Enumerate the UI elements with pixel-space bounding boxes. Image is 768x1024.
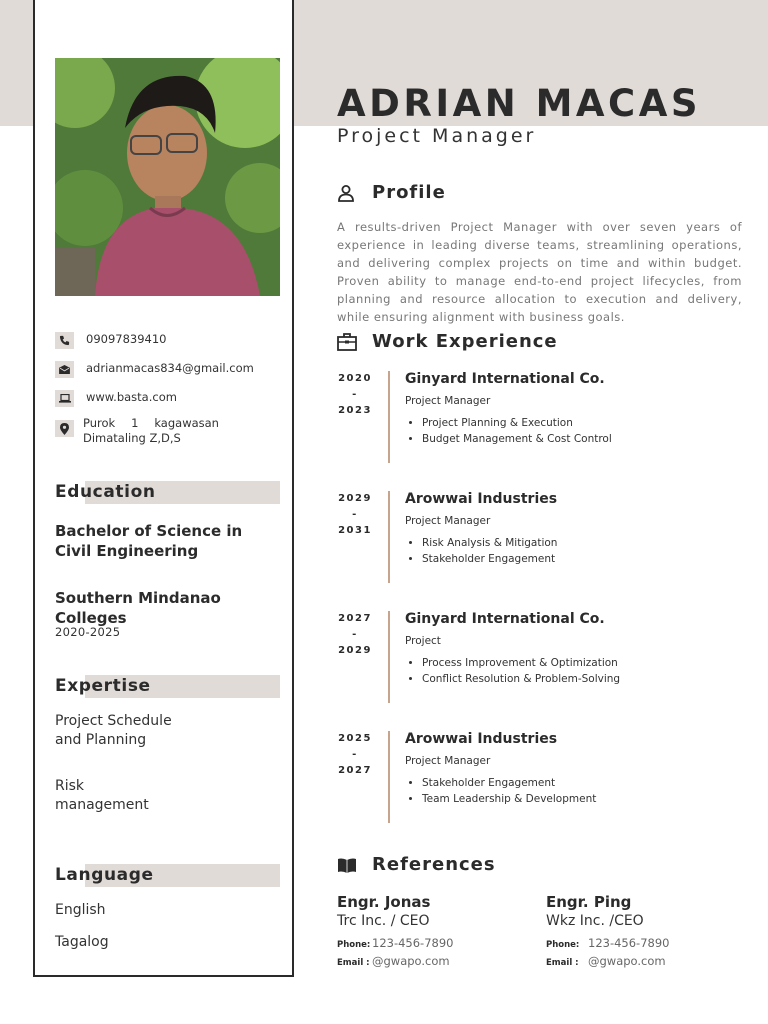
job-bullet: • Stakeholder Engagement (422, 775, 596, 791)
address-word: kagawasan (154, 416, 219, 430)
timeline-line (388, 731, 390, 823)
language-item: English (55, 902, 106, 918)
address-line-2: Dimataling Z,D,S (83, 431, 181, 445)
reference-phone (337, 935, 537, 953)
education-school: Southern Mindanao Colleges (55, 589, 221, 627)
education-degree: Bachelor of Science in Civil Engineering (55, 522, 243, 560)
location-pin-icon (55, 420, 74, 437)
email-label: Email : (337, 958, 370, 968)
phone-icon (55, 332, 74, 349)
job-company: Ginyard International Co. (405, 371, 605, 387)
job-end-year: 2031 (338, 525, 372, 536)
address-word: Purok (83, 416, 116, 430)
job-bullets (422, 775, 596, 807)
experience-heading: Work Experience (372, 331, 558, 352)
job-company: Arowwai Industries (405, 731, 558, 747)
website-url: www.basta.com (86, 390, 177, 404)
job-years (337, 611, 373, 659)
language-heading-label: Language (55, 865, 154, 885)
job-company: Arowwai Industries (405, 491, 558, 507)
job-start-year: 2029 (338, 493, 372, 504)
timeline-line (388, 371, 390, 463)
education-years: 2020-2025 (55, 625, 121, 639)
reference-phone (546, 935, 746, 953)
references-heading: References (372, 854, 496, 875)
job-years (337, 491, 373, 539)
person-icon (337, 184, 357, 204)
job-year-separator: - (352, 629, 358, 640)
email-label: Email : (546, 958, 579, 968)
job-year-separator: - (352, 389, 358, 400)
contact-address (55, 416, 280, 446)
reference-email (546, 953, 746, 971)
job-bullet: • Process Improvement & Optimization (422, 655, 620, 671)
reference-phone-value: 123-456-7890 (588, 936, 670, 950)
job-bullets (422, 415, 612, 447)
profile-summary: A results-driven Project Manager with over seven years of experience in leading diverse teams, streamlining operations, and delivering complex projects on time and within budget. Proven ability to manage end-to-end project lifecycles, from planning and resource allocation to execution and delivery, while ensuring alignment with business goals. (337, 220, 742, 324)
expertise-heading (55, 675, 280, 698)
job-entry (337, 611, 747, 706)
phone-number: 09097839410 (86, 332, 167, 346)
profile-heading: Profile (372, 182, 446, 203)
expertise-heading-label: Expertise (55, 676, 151, 696)
job-bullet: • Risk Analysis & Mitigation (422, 535, 557, 551)
job-years (337, 371, 373, 419)
education-heading (55, 481, 280, 504)
job-end-year: 2029 (338, 645, 372, 656)
reference-name: Engr. Ping (546, 893, 632, 911)
job-bullets (422, 535, 557, 567)
language-item: Tagalog (55, 934, 109, 950)
timeline-line (388, 491, 390, 583)
address-line-1 (83, 416, 219, 431)
job-entry (337, 731, 747, 826)
contact-email (55, 361, 280, 378)
reference-email (337, 953, 537, 971)
job-end-year: 2027 (338, 765, 372, 776)
job-entry (337, 491, 747, 586)
reference-org: Trc Inc. / CEO (337, 913, 430, 929)
job-start-year: 2025 (338, 733, 372, 744)
job-role: Project Manager (405, 395, 491, 407)
address-text (83, 416, 219, 446)
language-heading (55, 864, 280, 887)
job-bullet: • Project Planning & Execution (422, 415, 612, 431)
profile-photo (55, 58, 280, 296)
briefcase-icon (337, 333, 357, 353)
reference-phone-value: 123-456-7890 (372, 936, 454, 950)
contact-website (55, 390, 280, 407)
reference-card (546, 892, 746, 971)
phone-label: Phone: (337, 940, 371, 950)
job-company: Ginyard International Co. (405, 611, 605, 627)
email-address: adrianmacas834@gmail.com (86, 361, 254, 375)
reference-card (337, 892, 537, 971)
job-bullet: • Team Leadership & Development (422, 791, 596, 807)
candidate-name: ADRIAN MACAS (337, 82, 701, 125)
job-entry (337, 371, 747, 466)
job-year-separator: - (352, 749, 358, 760)
education-heading-label: Education (55, 482, 156, 502)
expertise-item: Project Schedule and Planning (55, 713, 172, 748)
reference-name: Engr. Jonas (337, 893, 431, 911)
book-icon (337, 856, 357, 876)
timeline-line (388, 611, 390, 703)
phone-label: Phone: (546, 940, 580, 950)
job-start-year: 2020 (338, 373, 372, 384)
job-role: Project Manager (405, 755, 491, 767)
job-bullet: • Stakeholder Engagement (422, 551, 557, 567)
job-end-year: 2023 (338, 405, 372, 416)
reference-org: Wkz Inc. /CEO (546, 913, 644, 929)
job-bullet: • Conflict Resolution & Problem-Solving (422, 671, 620, 687)
mail-icon (55, 361, 74, 378)
job-bullets (422, 655, 620, 687)
job-bullet: • Budget Management & Cost Control (422, 431, 612, 447)
contact-phone (55, 332, 280, 349)
reference-email-value: @gwapo.com (372, 954, 450, 968)
candidate-title: Project Manager (337, 125, 537, 147)
laptop-icon (55, 390, 74, 407)
job-start-year: 2027 (338, 613, 372, 624)
address-word: 1 (131, 416, 139, 430)
job-years (337, 731, 373, 779)
expertise-item: Risk management (55, 778, 149, 813)
job-role: Project Manager (405, 515, 491, 527)
job-year-separator: - (352, 509, 358, 520)
reference-email-value: @gwapo.com (588, 954, 666, 968)
job-role: Project (405, 635, 441, 647)
